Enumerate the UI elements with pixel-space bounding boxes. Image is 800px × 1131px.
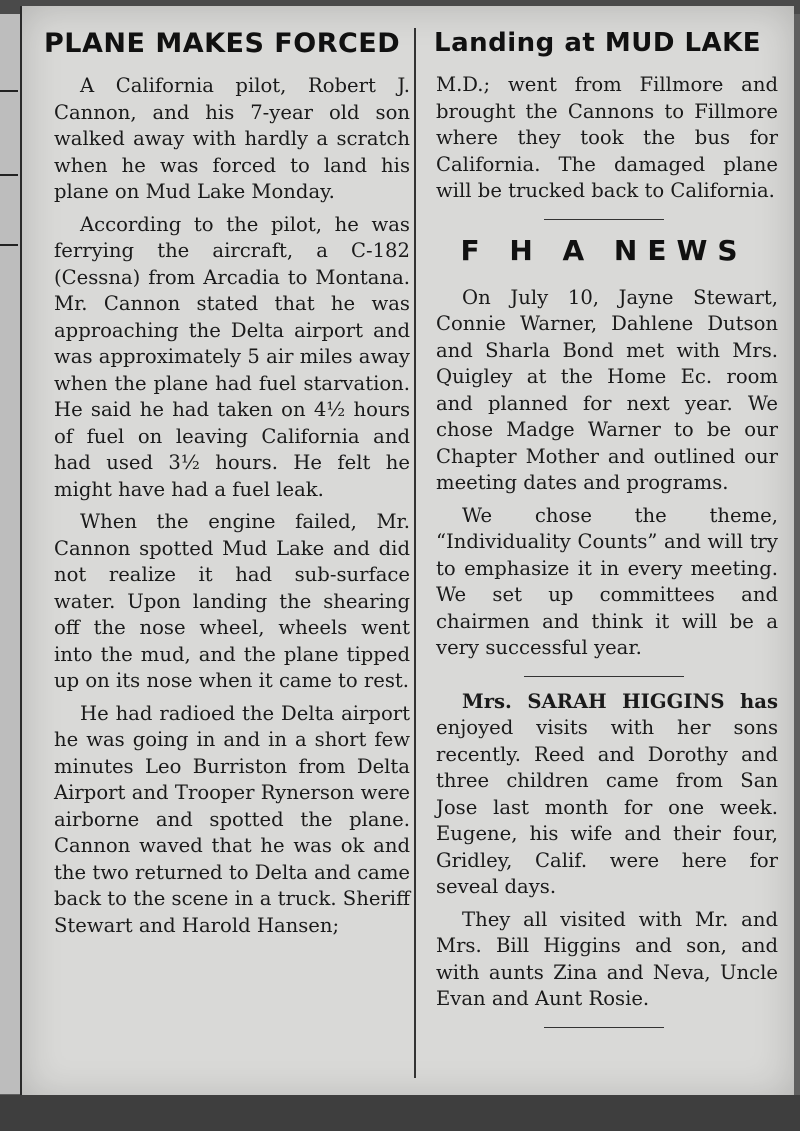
newspaper-clipping bbox=[20, 6, 794, 1100]
section-rule bbox=[524, 676, 684, 677]
higgins-lead-name: Mrs. SARAH HIGGINS has bbox=[462, 689, 778, 713]
higgins-paragraph-two: They all visited with Mr. and Mrs. Bill Higgins and son, and with aunts Zina and Neva, Uncle Evan and Aunt Rosie. bbox=[436, 907, 778, 1010]
edge-mark bbox=[0, 174, 18, 176]
edge-mark bbox=[0, 90, 18, 92]
backdrop-bottom bbox=[0, 1095, 800, 1131]
higgins-paragraph bbox=[424, 689, 784, 901]
article-paragraph: He had radioed the Delta airport he was going in and in a short few minutes Leo Burriston from Delta Airport and Trooper Rynerson were airborne and spotted the plane. Cannon waved that he was ok and the two returned to Delta and came back to the scene in a truck. Sheriff Stewart and Harold Hansen; bbox=[54, 701, 410, 937]
section-rule bbox=[544, 219, 664, 220]
article-paragraph: A California pilot, Robert J. Cannon, and his 7-year old son walked away with hardly a scratch when he was forced to land his plane on Mud Lake Monday. bbox=[54, 74, 410, 203]
section-rule bbox=[544, 1027, 664, 1028]
page-edge-strip bbox=[0, 14, 22, 1094]
article-paragraph: When the engine failed, Mr. Cannon spotted Mud Lake and did not realize it had sub-surface water. Upon landing the shearing off the nose wheel, wheels went into the mud, and the plane tipped up on its nose when it came to rest. bbox=[54, 510, 410, 692]
headline-part-one: PLANE MAKES FORCED bbox=[44, 28, 401, 59]
article-continuation: M.D.; went from Fillmore and brought the Cannons to Fillmore where they took the bus for California. The damaged plane will be trucked back to California. bbox=[436, 73, 778, 202]
left-column bbox=[44, 20, 416, 945]
headline-part-two: Landing at MUD LAKE bbox=[434, 28, 762, 58]
fha-news-heading: F H A NEWS bbox=[460, 233, 748, 267]
fha-paragraph: We chose the theme, “Individuality Counts” and will try to emphasize it in every meeting. We set up committees and chairmen and think it will be a very successful year. bbox=[436, 503, 778, 659]
fha-paragraph: On July 10, Jayne Stewart, Connie Warner, Dahlene Dutson and Sharla Bond met with Mrs. Quigley at the Home Ec. room and planned for next year. We chose Madge Warner to be our Chapter Mother and outlined our meeting dates and programs. bbox=[436, 285, 778, 494]
higgins-lead-text: enjoyed visits with her sons recently. Reed and Dorothy and three children came from San Jose last month for one week. Eugene, his wife and their four, Gridley, Calif. were here for seveal days. bbox=[436, 716, 778, 898]
article-paragraph: According to the pilot, he was ferrying the aircraft, a C-182 (Cessna) from Arcadia to Montana. Mr. Cannon stated that he was approaching the Delta airport and was approximately 5 air miles away when the plane had fuel starvation. He said he had taken on 4½ hours of fuel on leaving California and had used 3½ hours. He felt he might have had a fuel leak. bbox=[54, 212, 410, 501]
edge-mark bbox=[0, 244, 18, 246]
right-column bbox=[424, 20, 784, 1040]
